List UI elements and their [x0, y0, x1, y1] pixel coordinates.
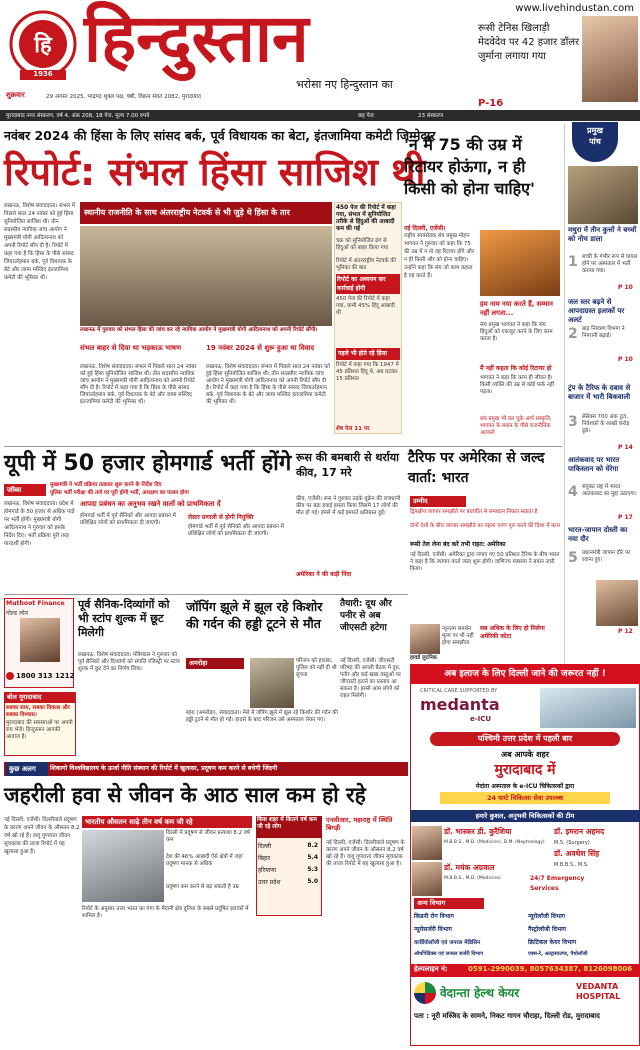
up-body2: होमगार्ड भर्ती में पूर्व सैनिकों और आपदा प्रबंधन में प्रशिक्षित लोगों को प्राथमिकता दी जाएगी। [80, 513, 176, 526]
prakhar-title: प्रमुख [587, 126, 603, 135]
lead-photo-caption: लखनऊ में गुरुवार को संभल हिंसा की जांच कर रहे न्यायिक आयोग ने मुख्यमंत्री योगी आदित्यनाथ को अपनी रिपोर्ट सौंपी। [80, 327, 318, 333]
doctor-deg-2: M.S. (Surgery) [554, 840, 590, 846]
lead-headline: रिपोर्ट: संभल हिंसा साजिश थी [4, 150, 426, 194]
tariff-sub2: सब अधिक के लिए हो मिलेगा अमेरिकी कोटा [480, 625, 545, 640]
lead-bullet-2: रिपोर्ट में अंतरराष्ट्रीय नेटवर्क की भूमिका की बात [336, 258, 396, 271]
doctor-name-2: डॉ. इमरान अहमद [554, 827, 605, 836]
lead-col2-head: संभल बाहर से दिया था भड़काऊ भाषण [80, 344, 182, 352]
medanta-p2: अब आपके शहर [500, 750, 550, 759]
russia-sub: अमेरिका ने की कड़ी निंदा [296, 571, 352, 578]
doctor-name-1: डॉ. भास्कर डी. कुरैशिया [444, 827, 512, 836]
russia-body: कीव, एजेंसी। रूस ने गुरुवार तड़के यूक्रेन की राजधानी कीव पर बड़ा हवाई हमला किया जिसमें 17 लोगों की मौत हो गई। हमले में कई इमारतें क्षतिग्रस्त हुईं। [296, 496, 401, 516]
bottom-right-head: एनसीआर, महाराष्ट्र में स्थिति बिगड़ी [326, 816, 393, 832]
prakhar-item-3-body: सेंसेक्स 700 अंक टूटा, निवेशकों के लाखों करोड़ डूबे। [582, 414, 630, 434]
prakhar-item-2-head[interactable]: जल स्तर बढ़ने से आपदाग्रस्त इलाकों पर अलर्ट [568, 298, 625, 324]
vedanta-name-en: VEDANTA HOSPITAL [576, 982, 621, 1001]
prakhar-item-2-page: P 10 [618, 356, 633, 363]
swing-headline: जॉपिंग झूले में झूल रहे किशोर की गर्दन की हड्डी टूटने से मौत [186, 599, 323, 631]
lead-box-title: 450 पेज की रिपोर्ट में कहा गया, संभल में सुनियोजित तरीके से हिंदुओं की आबादी कम की गई [336, 205, 396, 232]
bottom-headline: जहरीली हवा से जीवन के आठ साल कम हो रहे [4, 783, 366, 807]
bhagwat-subhead: मैं नहीं कहता कि कोई रिटायर हो [480, 365, 552, 372]
medanta-address: पता : नूरी मस्जिद के सामने, निकट गागन चौराहा, दिल्ली रोड, मुरादाबाद [414, 1012, 600, 1020]
tariff-headline: टैरिफ पर अमेरिका से जल्द वार्ता: भारत [408, 450, 545, 486]
tariff-kicker: द्विपक्षीय व्यापार समझौते पर बातचीत से समाधान निकल सकता है [410, 509, 538, 515]
teaser-page: P-16 [478, 98, 504, 109]
edition-count: 23 संस्करण [418, 113, 444, 119]
prakhar-number-4: 4 [568, 484, 578, 500]
service-7: ऑर्थोपेडिक्स एवं जनरल सर्जरी विभाग [414, 951, 484, 957]
bottom-bullet-2: देश की 46% आबादी ऐसे क्षेत्रों में जहां प्रदूषण मानक से अधिक [166, 854, 243, 867]
divider-row2 [4, 446, 562, 447]
up-sub3: रोस्टर प्रणाली से होगी नियुक्ति [188, 514, 254, 521]
lead-body: लखनऊ, विशेष संवाददाता। संभल में पिछले साल 24 नवंबर को हुई हिंसा सुनियोजित साजिश थी। तीन सदस्यीय न्यायिक जांच आयोग ने मुख्यमंत्री योगी आदित्यनाथ को अपनी रिपोर्ट सौंप दी है। रिपोर्ट में कहा गया है कि हिंसा के पीछे सांसद जियाउर्रहमान बर्क, पूर्व विधायक के बेटे और जामा मस्जिद इंतजामिया कमेटी की भूमिका थी। [4, 203, 76, 281]
prakhar-number-3: 3 [568, 414, 578, 430]
prakhar-item-5-head[interactable]: भारत-जापान दोस्ती का नया दौर [568, 526, 628, 543]
swing-label [186, 658, 244, 669]
doctor-photo-1 [412, 826, 442, 860]
prakhar-item-3-page: P 14 [618, 444, 633, 451]
left-ad-tag: गोल्ड लोन [6, 610, 29, 617]
medanta-p1: पश्चिमी उत्तर प्रदेश में पहली बार [430, 732, 620, 746]
table-row [258, 866, 320, 876]
svg-text:हि: हि [34, 33, 52, 58]
table-years: 5.0 [307, 878, 318, 885]
table-row [258, 854, 320, 864]
bottom-bullet-3: प्रदूषण कम करने से बढ़ सकती है उम्र [166, 884, 239, 890]
doctor-deg-3: M.B.B.S., M.D. (Medicine) [444, 876, 501, 881]
prakhar-item-4-head[interactable]: आतंकवाद पर भारत पाकिस्तान को घेरेगा [568, 456, 620, 473]
bottom-right-body: नई दिल्ली, एजेंसी। दिल्लीवाले प्रदूषण के कारण अपने जीवन के औसतन 8.2 वर्ष खो रहे हैं। वायु गुणवत्ता जीवन सूचकांक की ताजा रिपोर्ट में यह खुलासा हुआ है। [326, 840, 405, 867]
up-label [4, 484, 46, 496]
russia-headline: रूस की बमबारी से थर्राया कीव, 17 मरे [296, 451, 399, 479]
up-kicker: मुख्यमंत्री ने भर्ती प्रक्रिया तत्काल शुरू करने के निर्देश दिए [50, 482, 162, 488]
milk-body: नई दिल्ली, एजेंसी। जीएसटी परिषद की अगली बैठक में दूध, पनीर और कई खाद्य वस्तुओं पर जीएसटी हटाने का प्रस्ताव आ सकता है। इससे आम लोगों को राहत मिलेगी। [340, 658, 401, 699]
medanta-team: हमारे कुशल, अनुभवी चिकित्सकों की टीम [410, 810, 640, 822]
prakhar-number-1: 1 [568, 254, 578, 270]
lead-side-head: रिपोर्ट का अध्ययन कर कार्रवाई होगी [336, 274, 400, 294]
bhagwat-body: राष्ट्रीय स्वयंसेवक संघ प्रमुख मोहन भागवत ने गुरुवार को कहा कि 75 की उम्र में न तो वह रिटायर होंगे और न ही किसी और को होना चाहिए। उन्होंने कहा कि संघ जो काम कहता है वह करते हैं। [404, 233, 475, 279]
edition-info: मुरादाबाद नगर संस्करण, वर्ष 4, अंक 208, 18 पेज, मूल्य 7.00 रुपये [6, 113, 150, 119]
doctor-deg-4: M.B.B.S., M.S. [554, 862, 589, 868]
table-city: बिहार [258, 855, 271, 862]
swing-photo [250, 658, 294, 708]
prakhar-item-4-body: संयुक्त राष्ट्र में भारत आतंकवाद का मुद्दा उठाएगा। [582, 484, 637, 497]
lead-subhead: स्थानीय राजनीति के साथ अंतरराष्ट्रीय नेटवर्क से भी जुड़े थे हिंसा के तार [80, 202, 332, 224]
prakhar-item-4-page: P 17 [618, 514, 633, 521]
tariff-quote: न्यूनतम समर्थन मूल्य पर भी नहीं होगा समझौता [442, 626, 474, 646]
lead-bullet-1: चक्र को सुनियोजित ढंग से हिंदुओं को बाहर किया गया [336, 238, 389, 251]
bhagwat-more: संघ प्रमुख भी कर चुके आर्य संस्कृति, भागवत के बयान के पीछे राजनीतिक अटकलें [480, 416, 552, 436]
bottom-banner-label: कुछ अलग [6, 762, 48, 776]
masthead-tagline: भरोसा नए हिन्दुस्तान का [296, 78, 393, 91]
divider-row3 [4, 594, 408, 595]
medanta-p4: 24 घण्टे चिकित्सा सेवा उपलब्ध [440, 792, 610, 804]
medanta-top: अब इलाज के लिए दिल्ली जाने की जरूरत नहीं ! [410, 664, 640, 684]
service-4: गैस्ट्रोलॉजी विभाग [528, 926, 567, 933]
table-row [258, 878, 320, 888]
tariff-photo [410, 624, 440, 654]
service-5: कार्डियोलॉजी एवं जनरल मेडिसिन [414, 940, 481, 946]
medanta-emergency: 24/7 Emergency Services [530, 875, 585, 892]
tariff-label [410, 496, 466, 507]
medanta-p3: मेदांता अस्पताल के e-ICU चिकित्सकों द्वारा [475, 783, 575, 790]
bottom-bullet-1: दिल्ली में प्रदूषण से जीवन प्रत्याशा 8.2 वर्ष कम [166, 830, 250, 843]
prakhar-item-1-body: बच्ची के गंभीर रूप से घायल होने पर अस्पताल में भर्ती कराया गया। [582, 254, 638, 274]
swing-body: रहरा (अमरोहा), संवाददाता। मेले में जंपिंग झूले में झूल रहे किशोर की गर्दन की हड्डी टूटने से मौत हो गई। हादसे के बाद परिजन उसे अस्पताल लेकर गए। [186, 710, 338, 723]
service-8: एक्स-रे, अल्ट्रासाउण्ड, पैथोलॉजी [528, 951, 588, 957]
prakhar-item-5-body: प्रधानमंत्री जापान दौरे पर रवाना हुए। [582, 550, 631, 563]
website-url[interactable]: www.livehindustan.com [515, 3, 634, 14]
lead-side-head2: पहले भी होते रहे हिंसा [336, 348, 400, 360]
doctor-photo-3 [412, 862, 442, 896]
medanta-helpline[interactable]: 0591-2990039, 8057634387, 8126098006 [468, 965, 633, 973]
up-sub: आपदा प्रबंधन का अनुभव रखने वालों को प्राथमिकता दें [80, 500, 221, 508]
dateline: 29 अगस्त 2025, भाद्रपद शुक्ल पक्ष, षष्ठी, विक्रम संवत 2082, मुरादाबाद [46, 94, 201, 100]
vedanta-name: वेदान्ता हेल्थ केयर [440, 986, 520, 1000]
milk-headline: तैयारी: दूध और पनीर से अब जीएसटी हटेगा [340, 599, 392, 633]
logo-year: 1936 [33, 70, 53, 78]
medanta-city: मुरादाबाद में [494, 762, 556, 778]
bhagwat-dateline: नई दिल्ली, एजेंसी। [404, 225, 446, 232]
left-ad-phone[interactable]: 1800 313 1212 [16, 672, 75, 680]
bhagwat-side: संघ प्रमुख भागवत ने कहा कि संघ हिंदुओं को एकजुट करने के लिए काम करता है। [480, 322, 553, 342]
masthead-title: हिन्दुस्तान [84, 0, 309, 77]
table-years: 8.2 [307, 842, 318, 849]
bottom-banner-text: शिकागो विश्वविद्यालय के ऊर्जा नीति संस्थान की रिपोर्ट में खुलासा, प्रदूषण कम करने से बचेगी जिंदगी [50, 765, 278, 772]
teaser-text: रूसी टेनिस खिलाड़ी मेदवेदेव पर 42 हजार डॉलर जुर्माना लगाया गया [478, 23, 580, 62]
service-1: किडनी रोग विभाग [414, 913, 454, 920]
medanta-helpline-label: हेल्पलाइन नं: [414, 965, 448, 973]
tariff-sub: रूसी तेल लेना बंद करें तभी राहत: अमेरिका [410, 541, 506, 548]
up-label-text: जॉब्स [7, 486, 22, 494]
bol-note: मुरादाबाद की समस्याओं पर अपनी राय भेजें। हिन्दुस्तान आपकी आवाज है। [6, 720, 73, 740]
lead-photo [80, 226, 332, 326]
bol-text: सबका साथ, सबका विकास और सबका विश्वास। [6, 705, 70, 718]
table-city: उत्तर प्रदेश [258, 879, 281, 886]
bhagwat-photo [480, 230, 560, 296]
up-headline: यूपी में 50 हजार होमगार्ड भर्ती होंगे [4, 451, 292, 476]
bottom-photo [82, 830, 164, 902]
prakhar-item-1-head[interactable]: मथुरा में तीन कुत्तों ने बच्चों को नोच डाला [568, 226, 637, 243]
service-6: क्रिटिकल केयर विभाग [528, 939, 577, 946]
tariff-name: हावर्ड लुटनिक [410, 655, 437, 661]
edition-pages: छह पेज [358, 113, 374, 119]
tariff-kicker2: दोनों देशों के बीच व्यापार समझौते का पहला चरण पूरा करने की दिशा में काम [410, 523, 560, 529]
exsoldier-body: लखनऊ, विशेष संवाददाता। मंत्रिमंडल ने गुरुवार को पूर्व सैनिकों और दिव्यांगों को संपत्ति रजिस्ट्री पर स्टांप शुल्क में छूट देने का निर्णय लिया। [78, 652, 180, 672]
tariff-label-text: उम्मीद [413, 497, 428, 505]
up-body: लखनऊ, विशेष संवाददाता। प्रदेश में होमगार्ड के 50 हजार से अधिक पदों पर भर्ती होगी। मुख्यमंत्री योगी आदित्यनाथ ने गुरुवार को इसके निर्देश दिए। भर्ती प्रक्रिया पूरी तरह पारदर्शी होगी। [4, 501, 75, 547]
lead-col3-body: लखनऊ, विशेष संवाददाता। संभल में पिछले साल 24 नवंबर को हुई हिंसा सुनियोजित साजिश थी। तीन सदस्यीय न्यायिक जांच आयोग ने मुख्यमंत्री योगी आदित्यनाथ को अपनी रिपोर्ट सौंप दी है। रिपोर्ट में कहा गया है कि हिंसा के पीछे सांसद जियाउर्रहमान बर्क, पूर्व विधायक के बेटे और जामा मस्जिद इंतजामिया कमेटी की भूमिका थी। [206, 364, 330, 405]
medanta-sub: e-ICU [470, 715, 492, 723]
prakhar-photo-5 [596, 580, 638, 626]
bhagwat-body2: भागवत ने कहा कि काम ही जीवन है। किसी व्यक्ति की उम्र से कोई फर्क नहीं पड़ता। [480, 375, 554, 395]
vedanta-logo-icon [414, 982, 436, 1004]
day-label: शुक्रवार [6, 91, 25, 99]
bhagwat-pull: हम नाम नया करते हैं, सम्मान नहीं लगता... [480, 300, 553, 317]
left-ad-photo [20, 618, 60, 662]
medanta-sup: CRITICAL CARE SUPPORTED BY [420, 688, 498, 694]
prakhar-item-5-page: P 12 [618, 628, 633, 635]
table-city: दिल्ली [258, 843, 272, 850]
bottom-sub: भारतीय औसतन साढ़े तीन वर्ष कम जी रहे [82, 816, 252, 828]
medanta-brand: medanta [420, 695, 500, 714]
medanta-services-title: अन्य विभाग [414, 898, 484, 909]
table-years: 5.3 [307, 866, 318, 873]
lead-side-body: 450 पेज की रिपोर्ट में कहा गया, कभी 45% हिंदू आबादी थी [336, 296, 395, 316]
teaser-photo [582, 16, 638, 102]
swing-label-text: अमरोहा [189, 659, 208, 667]
phone-icon [6, 672, 14, 680]
bottom-body: नई दिल्ली, एजेंसी। दिल्लीवाले प्रदूषण के कारण अपने जीवन के औसतन 8.2 वर्ष खो रहे हैं। वायु गुणवत्ता जीवन सूचकांक की ताजा रिपोर्ट में यह खुलासा हुआ है। [4, 817, 80, 855]
prakhar-item-1-page: P 10 [618, 284, 633, 291]
prakhar-number-2: 2 [568, 326, 578, 342]
doctor-name-4: डॉ. अवधेश सिंह [554, 849, 600, 858]
service-2: न्यूरोलॉजी विभाग [528, 913, 566, 920]
bottom-table-title: किस शहर में कितने वर्ष कम जी रहे लोग [256, 816, 322, 838]
exsoldier-headline: पूर्व सैनिक-दिव्यांगों को भी स्टांप शुल्क में छूट मिलेगी [78, 598, 170, 639]
table-years: 5.4 [307, 854, 318, 861]
swing-caption: परिजन को हादसा, पुलिस को नहीं दी थी सूचना [296, 658, 337, 678]
left-ad-brand: Muthoot Finance [6, 600, 65, 607]
bol-title: बोल मुरादाबाद [4, 692, 76, 703]
service-3: न्यूरोसर्जरी विभाग [414, 926, 452, 933]
lead-more-link[interactable]: शेष पेज 11 पर [336, 426, 370, 432]
tariff-body: नई दिल्ली, एजेंसी। अमेरिका द्वारा लगाए गए 50 प्रतिशत टैरिफ के बीच भारत ने कहा है कि व्यापार वार्ता जल्द शुरू होगी। वाणिज्य मंत्रालय ने बयान जारी किया। [410, 552, 560, 572]
lead-col2-body: लखनऊ, विशेष संवाददाता। संभल में पिछले साल 24 नवंबर को हुई हिंसा सुनियोजित साजिश थी। तीन सदस्यीय न्यायिक जांच आयोग ने मुख्यमंत्री योगी आदित्यनाथ को अपनी रिपोर्ट सौंप दी है। रिपोर्ट में कहा गया है कि हिंसा के पीछे सांसद जियाउर्रहमान बर्क, पूर्व विधायक के बेटे और जामा मस्जिद इंतजामिया कमेटी की भूमिका थी। [80, 364, 197, 405]
doctor-deg-1: M.B.B.S., M.D. (Medicine), D.M. (Nephrology) [444, 840, 545, 845]
medanta-photo [540, 688, 636, 728]
bhagwat-quote: 'न मैं 75 की उम्र में रिटायर होऊंगा, न ही किसी को होना चाहिए' [404, 135, 535, 198]
lead-kicker: नवंबर 2024 की हिंसा के लिए सांसद बर्क, पूर्व विधायक का बेटा, इंतजामिया कमेटी जिम्मेदार [4, 128, 436, 143]
table-row [258, 842, 320, 852]
table-city: हरियाणा [258, 867, 277, 874]
up-body3: होमगार्ड भर्ती में पूर्व सैनिकों और आपदा प्रबंधन में प्रशिक्षित लोगों को प्राथमिकता दी जाएगी। [188, 524, 284, 537]
doctor-name-3: डॉ. मयंक अग्रवाल [444, 863, 495, 872]
prakhar-item-2-body: बाढ़ नियंत्रण विभाग ने निगरानी बढ़ाई। [582, 326, 625, 339]
prakhar-item-3-head[interactable]: ट्रंप के टैरिफ के दबाव से बाजार में भारी बिकवाली [568, 384, 631, 401]
prakhar-number-5: 5 [568, 550, 578, 566]
prakhar-photo-1 [568, 166, 638, 224]
lead-col3-head: 19 नवंबर 2024 से शुरू हुआ था विवाद [206, 344, 315, 352]
bottom-body2: रिपोर्ट के अनुसार उत्तर भारत का गंगा के मैदानी क्षेत्र दुनिया के सबसे प्रदूषित इलाकों में शामिल है। [82, 906, 249, 919]
up-kicker2: पुलिस भर्ती परीक्षा की तर्ज पर पूरी होगी भर्ती, आरक्षण का पालन होगा [50, 490, 189, 496]
lead-col4-head: रिपोर्ट में कहा गया कि 1947 में 45 प्रतिशत हिंदू थे, अब घटकर 15 प्रतिशत [336, 362, 399, 382]
prakhar-title2: पांच [589, 137, 601, 146]
